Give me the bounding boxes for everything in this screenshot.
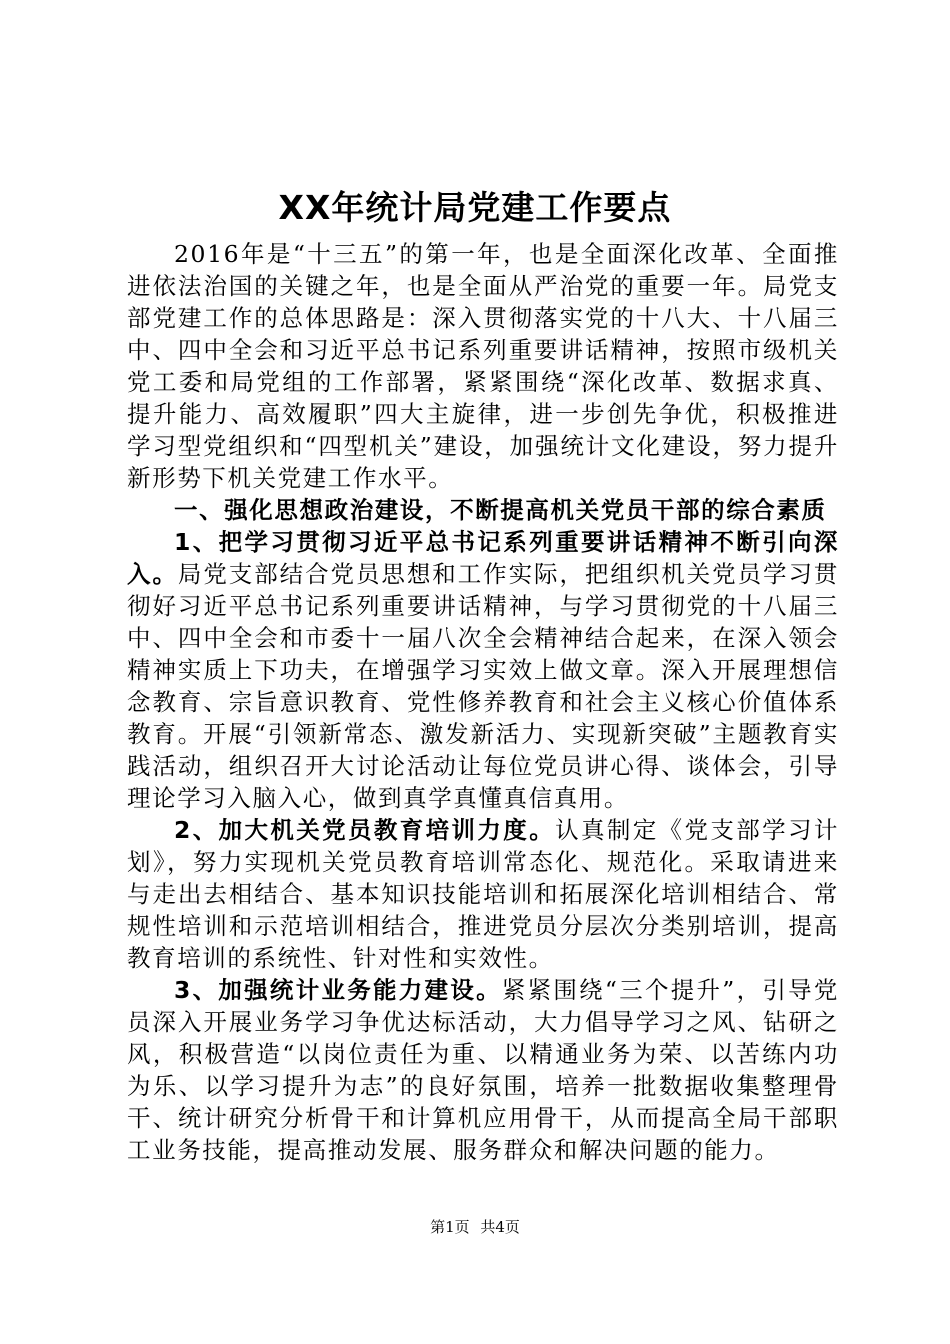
intro-paragraph: 2016年是“十三五”的第一年，也是全面深化改革、全面推进依法治国的关键之年，也是全面从严治党的重要一年。局党支部党建工作的总体思路是：深入贯彻落实党的十八大、十八届三中、四中全会和习近平总书记系列重要讲话精神，按照市级机关党工委和局党组的工作部署，紧紧围绕“深化改革、数据求真、提升能力、高效履职”四大主旋律，进一步创先争优，积极推进学习型党组织和“四型机关”建设，加强统计文化建设，努力提升新形势下机关党建工作水平。 xyxy=(127,240,839,492)
page-footer xyxy=(0,1216,950,1238)
document-title: XX年统计局党建工作要点 xyxy=(278,188,672,227)
item-lead: 3、加强统计业务能力建设。 xyxy=(174,976,502,1004)
section-heading: 一、强化思想政治建设，不断提高机关党员干部的综合素质 xyxy=(174,496,827,524)
document-body xyxy=(127,238,839,1166)
list-item xyxy=(127,814,839,974)
item-lead: 2、加大机关党员教育培训力度。 xyxy=(174,816,556,844)
page-total: 共4页 xyxy=(480,1218,520,1236)
list-item xyxy=(127,526,839,814)
item-text: 紧紧围绕“三个提升”，引导党员深入开展业务学习争优达标活动，大力倡导学习之风、钻研之风，积极营造“以岗位责任为重、以精通业务为荣、以苦练内功为乐、以学习提升为志”的良好氛围，培养一批数据收集整理骨干、统计研究分析骨干和计算机应用骨干，从而提高全局干部职工业务技能，提高推动发展、服务群众和解决问题的能力。 xyxy=(127,976,839,1164)
item-text: 认真制定《党支部学习计划》，努力实现机关党员教育培训常态化、规范化。采取请进来与走出去相结合、基本知识技能培训和拓展深化培训相结合、常规性培训和示范培训相结合，推进党员分层次分类别培训，提高教育培训的系统性、针对性和实效性。 xyxy=(127,816,839,972)
item-text: 局党支部结合党员思想和工作实际，把组织机关党员学习贯彻好习近平总书记系列重要讲话精神，与学习贯彻党的十八届三中、四中全会和市委十一届八次全会精神结合起来，在深入领会精神实质上下功夫，在增强学习实效上做文章。深入开展理想信念教育、宗旨意识教育、党性修养教育和社会主义核心价值体系教育。开展“引领新常态、激发新活力、实现新突破”主题教育实践活动，组织召开大讨论活动让每位党员讲心得、谈体会，引导理论学习入脑入心，做到真学真懂真信真用。 xyxy=(127,560,839,812)
list-item xyxy=(127,974,839,1166)
item-lead: 1、把学习贯彻习近平总书记系列重要讲话精神不断引向深入。 xyxy=(127,528,839,588)
page-number: 第1页 xyxy=(430,1218,470,1236)
